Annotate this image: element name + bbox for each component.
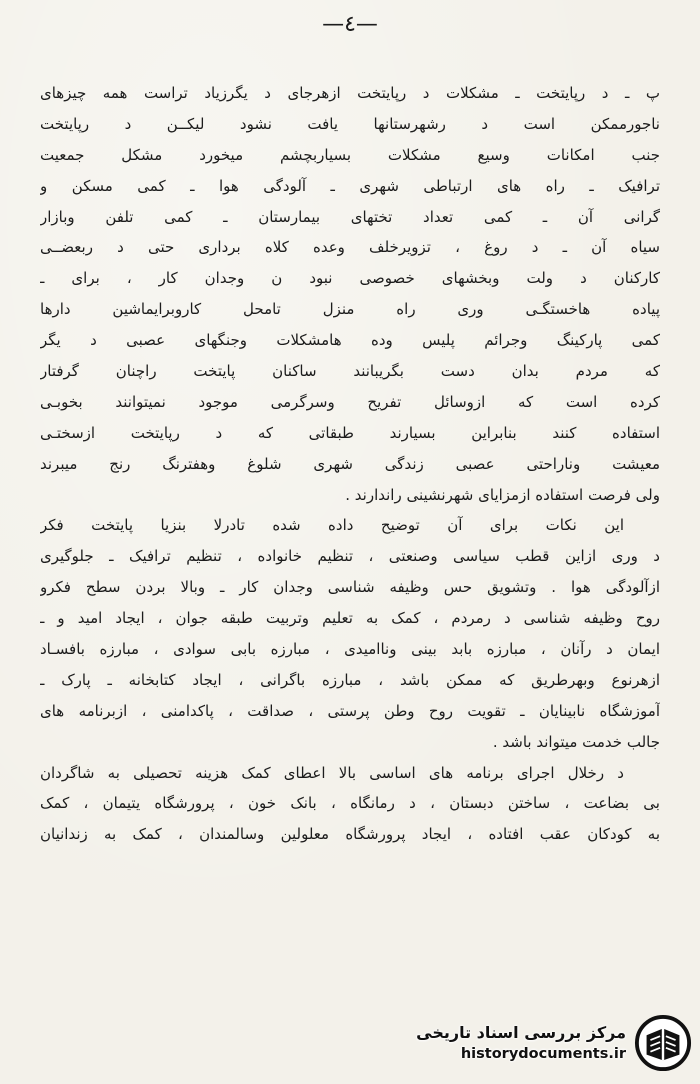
text-line: د رخلال اجرای برنامه های اساسی بالا اعطای کمک هزینه تحصیلی به شاگردان [40,763,624,782]
text-line: به کودکان عقب افتاده ، ایجاد پرورشگاه معلولین وسالمندان ، کمک به زندانیان [40,825,660,844]
text-line: سیاه آن ـ د روغ ، تزویرخلف وعده کلاه برداری حتی د ربعضــی [40,238,660,257]
text-line: که مردم بدان دست بگریبانند ساکنان پایتخت راچنان گرفتار [40,362,660,381]
text-line: ازهرنوع وبهرطریق که ممکن باشد ، مبارزه باگرانی ، ایجاد کتابخانه ـ پارک ـ [40,670,660,689]
text-line: جنب امکانات وسیع مشکلات بسیاربچشم میخورد مشکل جمعیت [40,145,660,164]
text-line: د وری ازاین قطب سیاسی وصنعتی ، تنظیم خانواده ، تنظیم ترافیک ـ جلوگیری [40,547,660,566]
document-body [40,78,660,850]
text-line: روح وظیفه شناسی د رمردم ، کمک به تعلیم وتربیت طبقه جوان ، ایجاد امید و ـ [40,609,660,628]
page-number: —٤— [322,12,378,37]
text-line: ایمان د رآنان ، مبارزه بابد بینی وناامیدی ، مبارزه بابی سوادی ، مبارزه بافسـاد [40,640,660,659]
text-line: گرانی آن ـ کمی تعداد تختهای بیمارستان ـ کمی تلفن وبازار [40,207,660,226]
text-line: ازآلودگی هوا . وتشویق حس وظیفه شناسی وجدان کار ـ وبالا بردن سطح فکرو [40,578,660,597]
text-line: بی بضاعت ، ساختن دبستان ، د رمانگاه ، بانک خون ، پرورشگاه یتیمان ، کمک [40,794,660,813]
watermark-link[interactable] [392,1010,692,1076]
text-line: ولی فرصت استفاده ازمزایای شهرنشینی راندارند . [345,485,660,504]
text-line: جالب خدمت میتواند باشد . [492,732,660,751]
watermark-url: historydocuments.ir [460,1046,626,1062]
text-line: معیشت وناراحتی عصبی زندگی شهری شلوغ وهفترنگ رنج میبرند [40,454,660,473]
text-line: استفاده کنند بنابراین بسیارند طبقاتی که د رپایتخت ازسختـی [40,423,660,442]
watermark-name: مرکز بررسی اسناد تاریخی [416,1023,626,1042]
text-line: آموزشگاه نابینایان ـ تقویت روح وطن پرستی ، صداقت ، پاکدامنی ، ازبرنامه های [40,701,660,720]
text-line: این نکات برای آن توضیح داده شده تادرلا بنزیا پایتخت فکر [40,516,624,535]
text-line: ناجورممکن است د رشهرستانها یافت نشود لیکــن د رپایتخت [40,114,660,133]
archive-book-logo-icon [634,1014,692,1072]
text-line: کمی پارکینگ وجرائم پلیس وده هامشکلات وجنگهای عصبی د یگر [40,331,660,350]
text-line: کرده است که ازوسائل تفریح وسرگرمی موجود نمیتوانند بخوبـی [40,392,660,411]
watermark-text [416,1022,626,1064]
text-line: ترافیک ـ راه های ارتباطی شهری ـ آلودگی هوا ـ کمی مسکن و [40,176,660,195]
text-line: پیاده هاخستگـی وری راه منزل تامحل کاروبرایماشین دارها [40,300,660,319]
text-line: پ ـ د رپایتخت ـ مشکلات د رپایتخت ازهرجای د یگرزیاد تراست همه چیزهای [40,84,660,102]
text-line: کارکنان د ولت وبخشهای خصوصی نبود ن وجدان کار ، برای ـ [40,269,660,288]
